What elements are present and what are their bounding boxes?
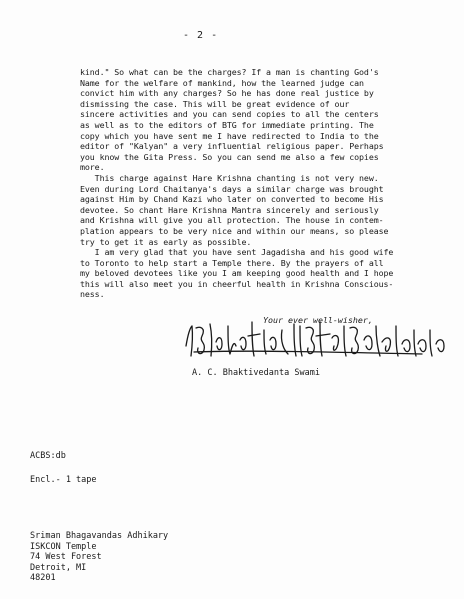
body-line: copy which you have sent me I have redirected to India to the <box>80 130 379 141</box>
body-line: against Him by Chand Kazi who later on converted to become His <box>80 194 384 205</box>
body-line: sincere activities and you can send copies to all the centers <box>80 109 379 120</box>
body-line: plation appears to be very nice and within our means, so please <box>80 225 389 236</box>
body-line: editor of "Kalyan" a very influential religious paper. Perhaps <box>80 141 384 152</box>
address-line: ISKCON Temple <box>30 541 97 552</box>
body-line: dismissing the case. This will be great evidence of our <box>80 98 350 109</box>
address-line: Sriman Bhagavandas Adhikary <box>30 531 169 541</box>
address-line: 48201 <box>30 573 56 584</box>
page-number: - 2 - <box>183 30 219 41</box>
body-line: as well as to the editors of BTG for immediate printing. The <box>80 119 374 130</box>
enclosure-note: Encl.- 1 tape <box>30 475 97 485</box>
body-line: kind." So what can be the charges? If a man is chanting God's <box>80 67 379 77</box>
letter-closing: Your ever well-wisher, <box>263 315 373 325</box>
body-line: Name for the welfare of mankind, how the learned judge can <box>80 77 364 88</box>
body-line: devotee. So chant Hare Krishna Mantra sincerely and seriously <box>80 204 379 215</box>
letter-body <box>80 67 450 300</box>
body-line: and Krishna will give you all protection. The house in contem- <box>80 215 384 226</box>
body-line: This charge against Hare Krishna chanting is not very new. <box>80 172 379 183</box>
address-line: 74 West Forest <box>30 552 102 563</box>
body-line: to Toronto to help start a Temple there. By the prayers of all <box>80 257 384 268</box>
body-line: Even during Lord Chaitanya's days a similar charge was brought <box>80 183 384 194</box>
body-line: ness. <box>80 289 105 300</box>
body-line: convict him with any charges? So he has done real justice by <box>80 88 374 99</box>
body-line: my beloved devotees like you I am keeping good health and I hope <box>80 268 394 279</box>
body-line: more. <box>80 162 105 173</box>
body-line: try to get it as early as possible. <box>80 236 252 247</box>
body-line: I am very glad that you have sent Jagadisha and his good wife <box>80 247 394 258</box>
body-line: you know the Gita Press. So you can send me also a few copies <box>80 151 379 162</box>
body-line: this will also meet you in cheerful health in Krishna Conscious- <box>80 278 394 289</box>
signer-name: A. C. Bhaktivedanta Swami <box>192 368 320 378</box>
address-line: Detroit, MI <box>30 562 87 573</box>
recipient-address <box>30 531 168 584</box>
reference-initials: ACBS:db <box>30 451 66 461</box>
